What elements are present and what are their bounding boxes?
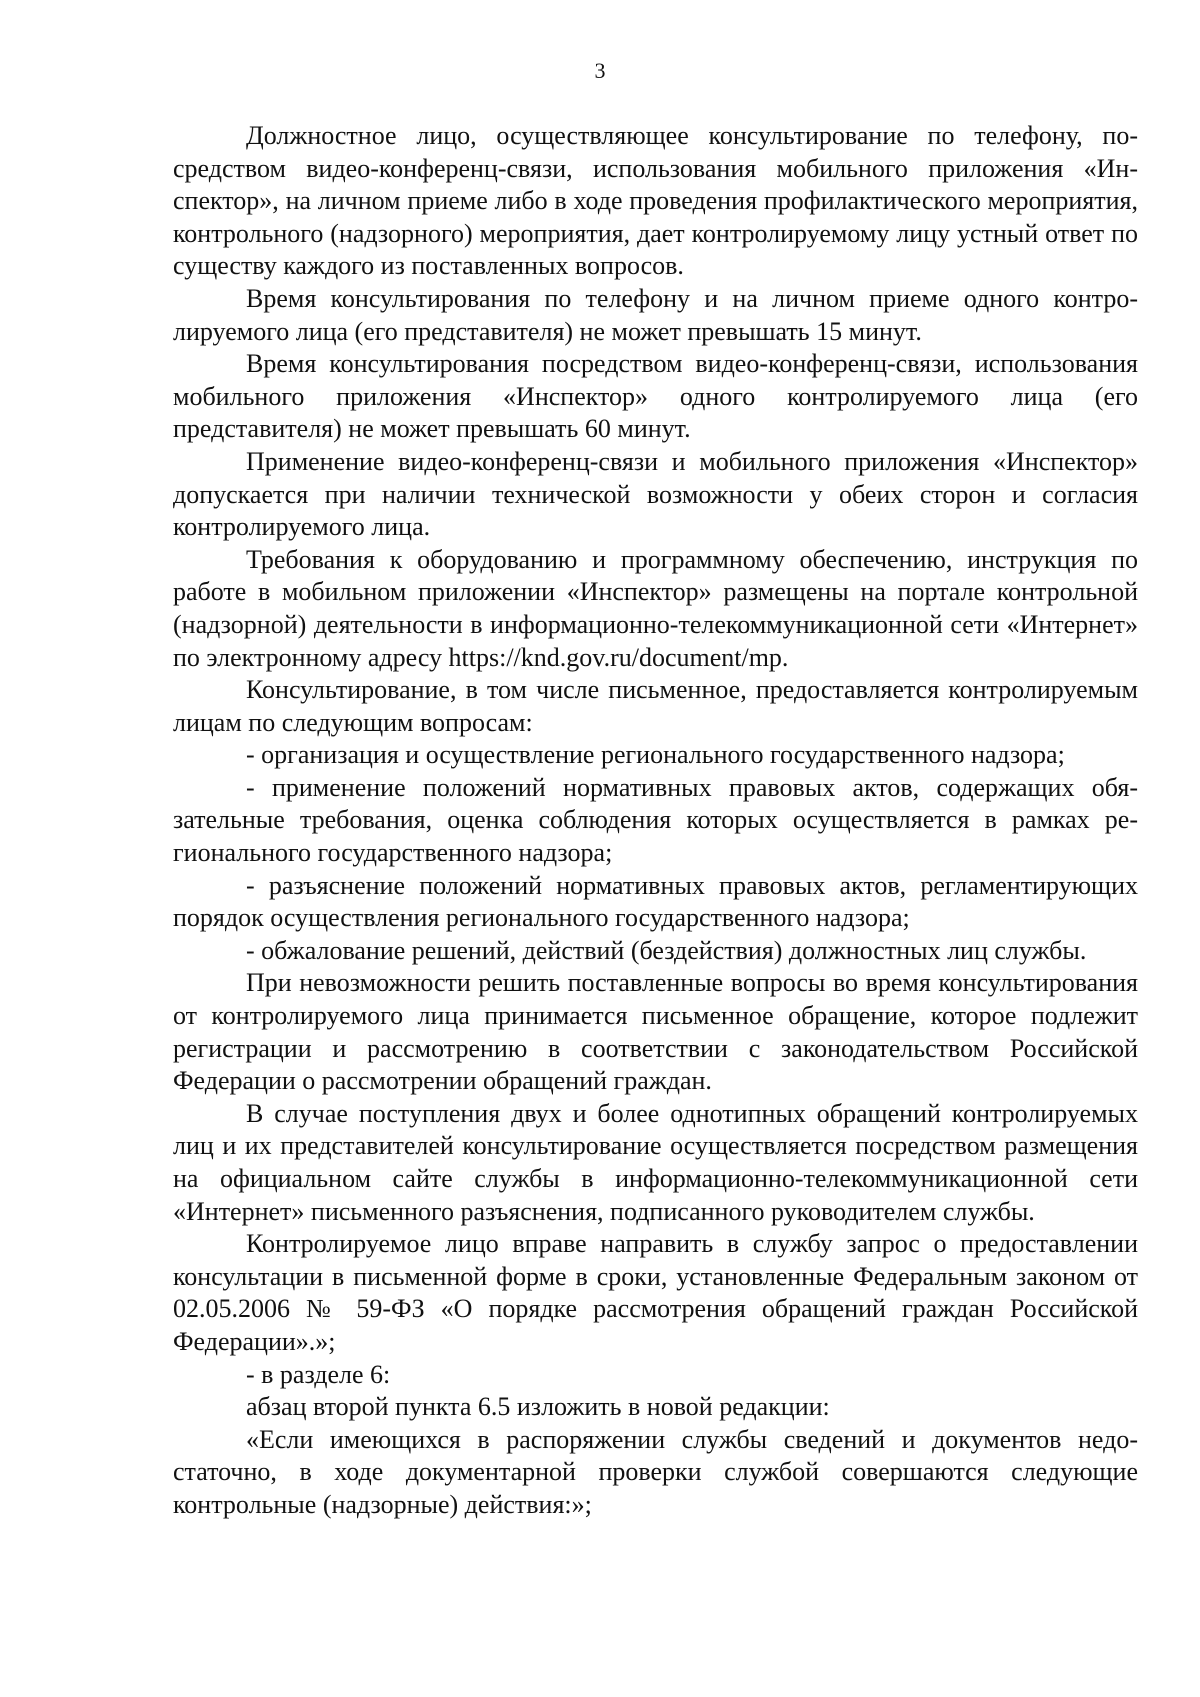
document-body	[173, 120, 1138, 1522]
paragraph-consultation-official: Должностное лицо, осуществляющее консультирование по телефону, посредством видео-конференц-связи, использования мобильного приложения «Инспектор», на личном приеме либо в ходе проведения профилактического мероприятия, контрольного (надзорного) мероприятия, дает контролируемому лицу устный ответ по существу каждого из поставленных вопросов.	[173, 121, 1138, 281]
paragraph-video-app-usage: Применение видео-конференц-связи и мобильного приложения «Инспектор» допускается при наличии технической возможности у обеих сторон и согласия контролируемого лица.	[173, 446, 1138, 542]
paragraph-section-6: - в разделе 6:	[246, 1359, 391, 1389]
paragraph-similar-requests: В случае поступления двух и более однотипных обращений контролируемых лиц и их представителей консультирование осуществляется посредством размещения на официальном сайте службы в информационно-телекоммуникационной сети «Интернет» письменного разъяснения, подписанного руководителем службы.	[173, 1098, 1138, 1226]
paragraph-consultation-topics: Консультирование, в том числе письменное, предоставляется контролируемым лицам по следующим вопросам:	[173, 675, 1138, 737]
list-item-normative-acts-application: - применение положений нормативных правовых актов, содержащих обязательные требования, оценка соблюдения которых осуществляется в рамках регионального государственного надзора;	[173, 772, 1138, 868]
paragraph-written-request: При невозможности решить поставленные вопросы во время консультирования от контролируемого лица принимается письменное обращение, которое подлежит регистрации и рассмотрению в соответствии с законодательством Российской Федерации о рассмотрении обращений граждан.	[173, 968, 1138, 1096]
paragraph-equipment-requirements: Требования к оборудованию и программному обеспечению, инструкция по работе в мобильном приложении «Инспектор» размещены на портале контрольной (надзорной) деятельности в информационно-телекоммуникационной сети «Интернет» по электронному адресу https://knd.gov.ru/document/mp.	[173, 544, 1138, 672]
paragraph-new-wording: «Если имеющихся в распоряжении службы сведений и документов недостаточно, в ходе документарной проверки службой совершаются следующие контрольные (надзорные) действия:»;	[173, 1424, 1138, 1519]
paragraph-clause-6-5: абзац второй пункта 6.5 изложить в новой редакции:	[246, 1392, 830, 1422]
list-item-supervision-organization: - организация и осуществление регионального государственного надзора;	[246, 740, 1065, 770]
paragraph-video-consultation-time: Время консультирования посредством видео-конференц-связи, использования мобильного приложения «Инспектор» одного контролируемого лица (его представителя) не может превышать 60 минут.	[173, 349, 1138, 444]
paragraph-phone-consultation-time: Время консультирования по телефону и на личном приеме одного контролируемого лица (его представителя) не может превышать 15 минут.	[173, 283, 1138, 346]
list-item-normative-acts-explanation: - разъяснение положений нормативных правовых актов, регламентирующих порядок осуществления регионального государственного надзора;	[173, 870, 1138, 933]
list-item-appeal: - обжалование решений, действий (бездействия) должностных лиц службы.	[246, 935, 1087, 965]
page-number: 3	[594, 58, 606, 83]
paragraph-written-consultation: Контролируемое лицо вправе направить в службу запрос о предоставлении консультации в письменной форме в сроки, установленные Федеральным законом от 02.05.2006 № 59-ФЗ «О порядке рассмотрения обращений граждан Российской Федерации».»;	[173, 1229, 1138, 1356]
